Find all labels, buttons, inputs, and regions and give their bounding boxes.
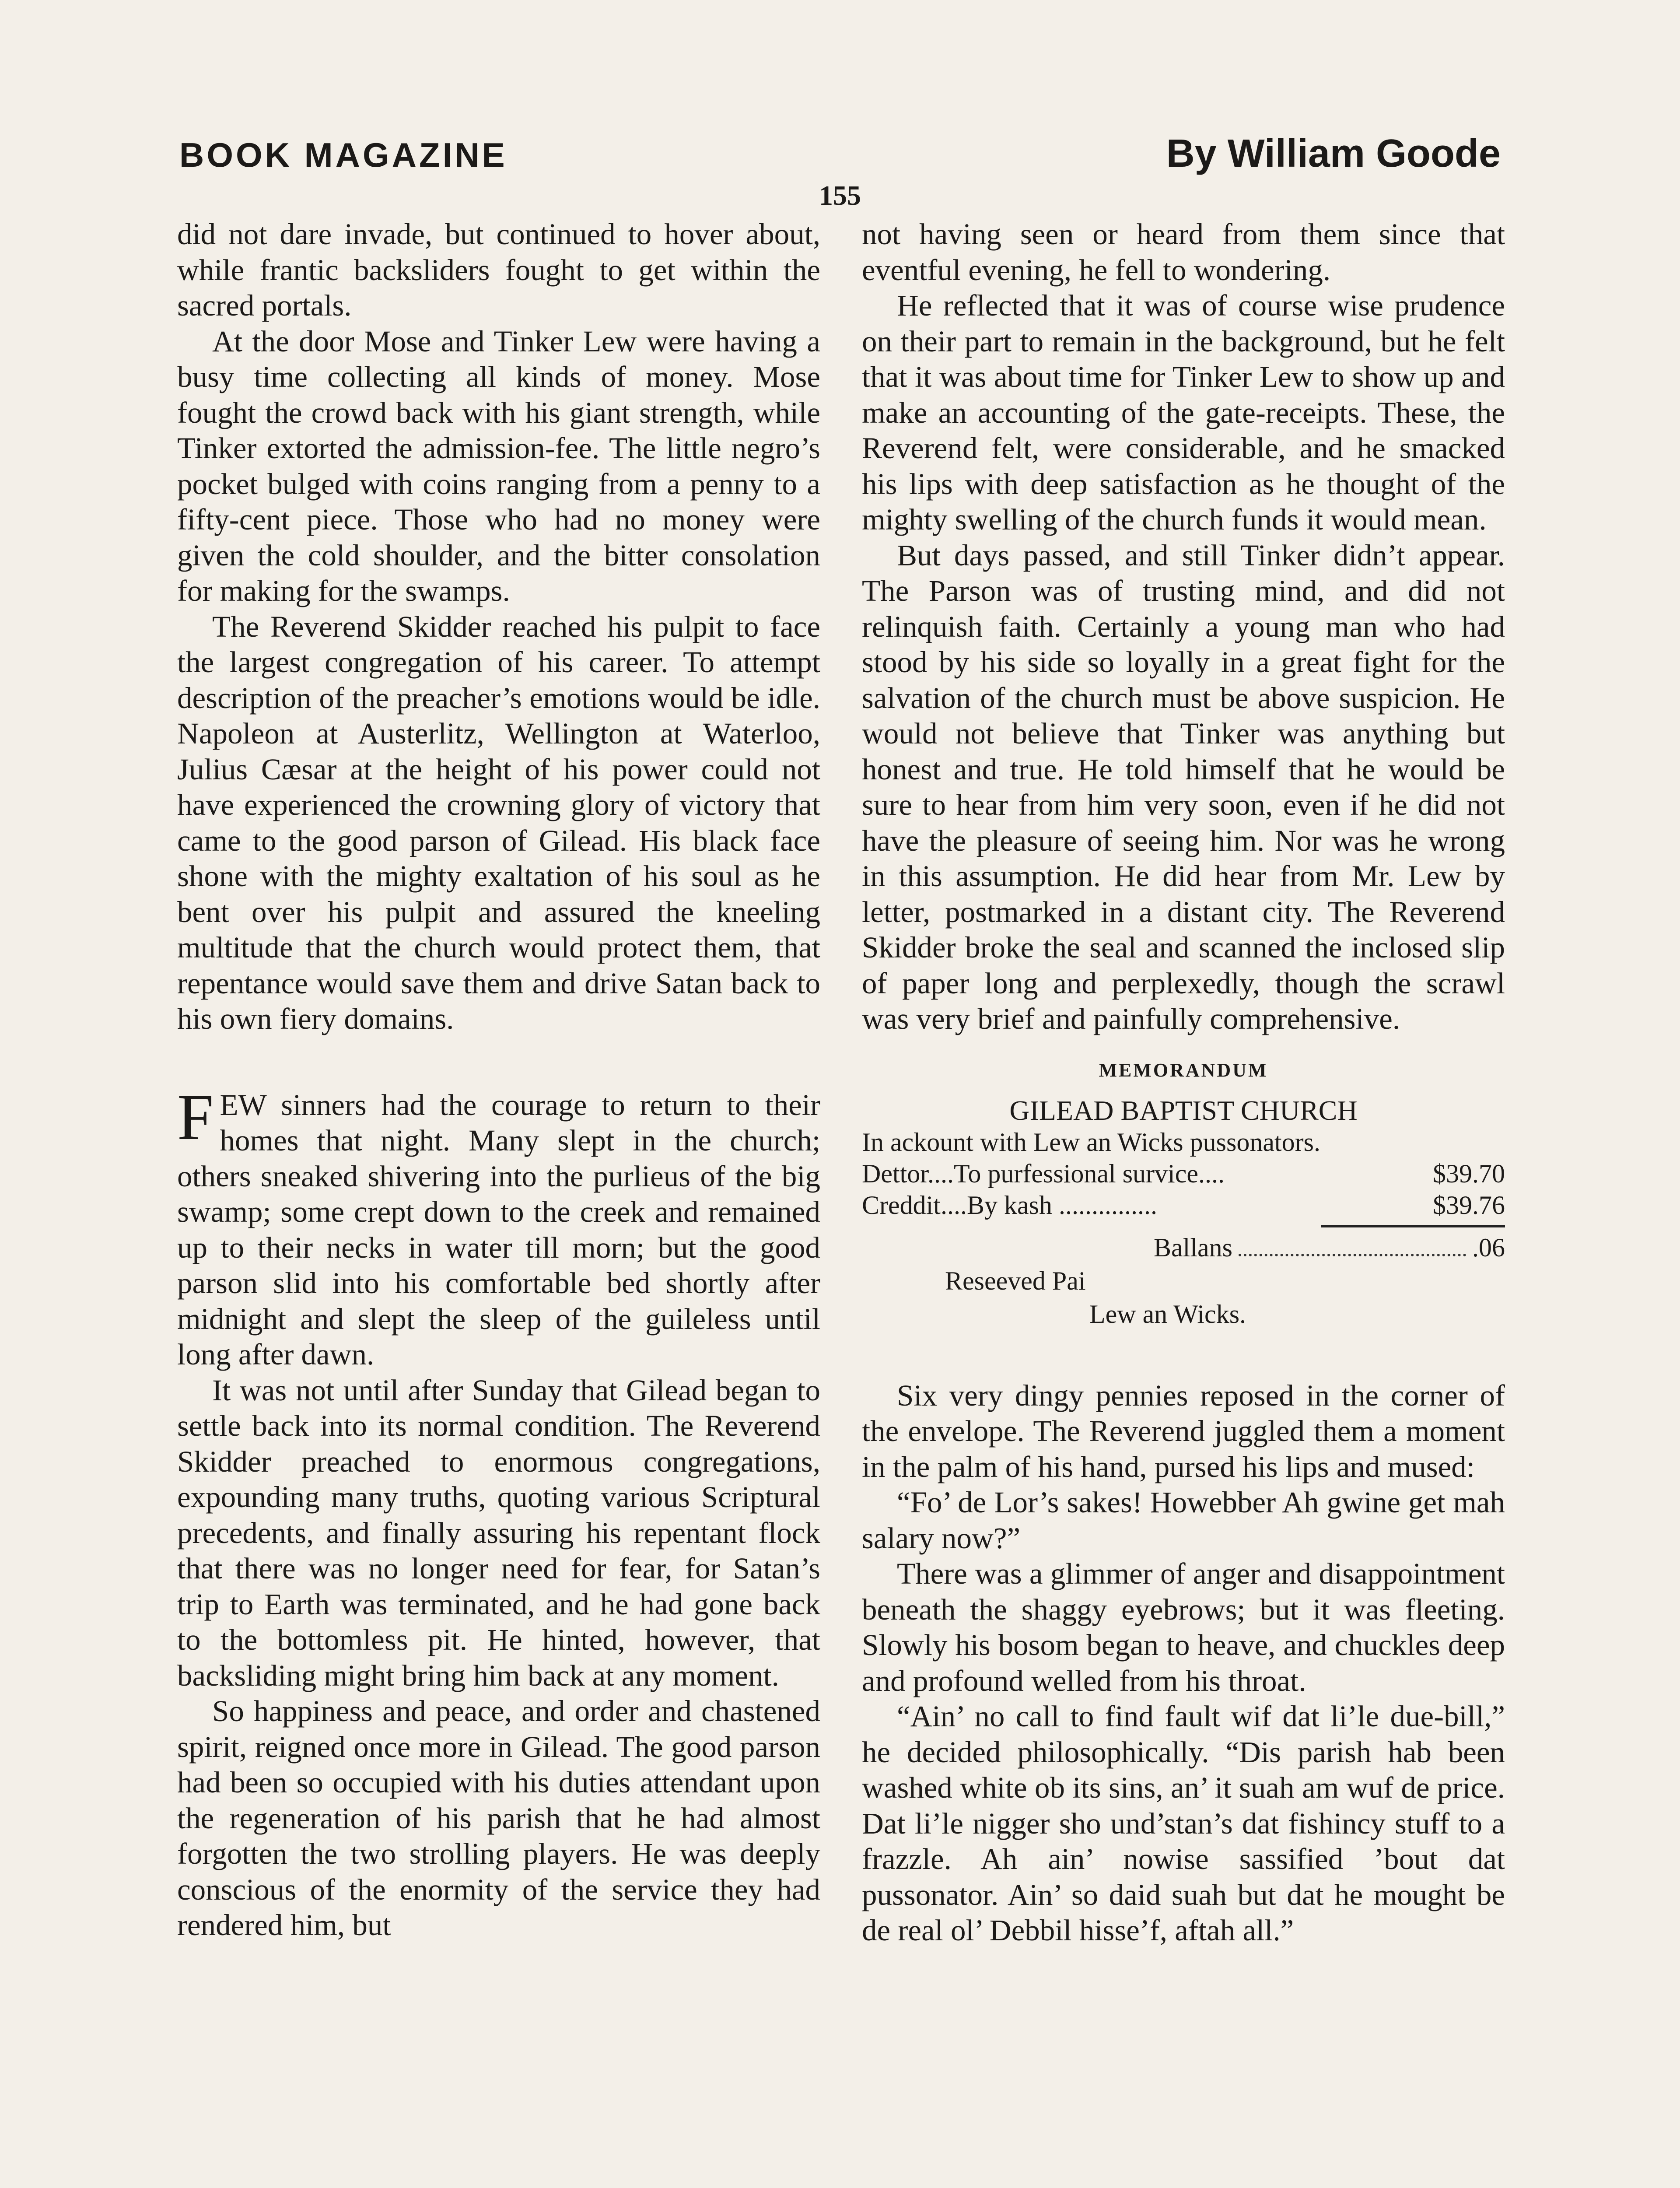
memo-creddit-amount: $39.76 xyxy=(1433,1190,1505,1220)
memo-ballans-line xyxy=(862,1232,1505,1263)
memo-dettor-amount: $39.70 xyxy=(1433,1159,1505,1188)
memo-received: Reseeved Pai xyxy=(945,1266,1086,1295)
memo-dettor-line xyxy=(862,1158,1505,1189)
memorandum xyxy=(862,1055,1505,1330)
memo-creddit-line xyxy=(862,1189,1505,1221)
memo-sum-rule xyxy=(1321,1225,1505,1227)
paragraph: Six very dingy pennies reposed in the corner of the envelope. The Reverend juggled them a moment in the palm of his hand, pursed his lips and mused: xyxy=(862,1378,1505,1483)
paragraph: “Ain’ no call to find fault wif dat li’le due-bill,” he decided philosophically. “Dis parish hab been washed white ob its sins, an’ it suah am wuf de price. Dat li’le nigger sho und’stan’s dat fishincy stuff to a frazzle. Ah ain’ nowise sassified ’bout dat pussonator. Ain’ so daid suah but dat he mought be de real ol’ Debbil hisse’f, aftah all.” xyxy=(862,1700,1505,1947)
memo-title: MEMORANDUM xyxy=(1099,1059,1268,1081)
memo-creddit-label: Creddit....By kash ............... xyxy=(862,1190,1157,1220)
left-column xyxy=(177,217,820,1943)
memo-account-line xyxy=(862,1126,1505,1158)
paragraph-text: EW sinners had the courage to return to their homes that night. Many slept in the church; others sneaked shivering into the purlieus of the big swamp; some crept down to the creek and remained up to their necks in water till morn; but the good parson slid into his comfortable bed shortly after midnight and slept the sleep of the guileless until long after dawn. xyxy=(177,1088,820,1371)
paragraph-dropcap xyxy=(177,1080,820,1373)
drop-cap-letter: F xyxy=(177,1080,214,1154)
memo-ballans-label: Ballans xyxy=(1154,1233,1232,1262)
paragraph: But days passed, and still Tinker didn’t appear. The Parson was of trusting mind, and did not relinquish faith. Certainly a young man who had stood by his side so loyally in a great fight for the salvation of the church must be above suspicion. He would not believe that Tinker was anything but honest and true. He told himself that he would be sure to hear from him very soon, even if he did not have the pleasure of seeing him. Nor was he wrong in this assumption. He did hear from Mr. Lew by letter, postmarked in a distant city. The Reverend Skidder broke the seal and scanned the inclosed slip of paper long and perplexedly, though the scrawl was very brief and painfully comprehensive. xyxy=(862,538,1505,1035)
memo-dettor-label: Dettor....To purfessional survice.... xyxy=(862,1159,1225,1188)
paragraph: “Fo’ de Lor’s sakes! Howebber Ah gwine get mah salary now?” xyxy=(862,1486,1505,1555)
memo-dot-leader xyxy=(1239,1232,1466,1256)
paragraph: did not dare invade, but continued to hover about, while frantic backsliders fought to get within the sacred portals. xyxy=(177,217,820,322)
memo-signature: Lew an Wicks. xyxy=(1089,1299,1246,1329)
author-byline: By William Goode xyxy=(1166,132,1501,175)
page-number: 155 xyxy=(819,180,861,211)
paragraph: The Reverend Skidder reached his pulpit to face the largest congregation of his career. To attempt description of the preacher’s emotions would be idle. Napoleon at Austerlitz, Wellington at Waterloo, Julius Cæsar at the height of his power could not have experienced the crowning glory of victory that came to the good parson of Gilead. His black face shone with the mighty exaltation of his soul as he bent over his pulpit and assured the kneeling multitude that the church would protect them, that repentance would save them and drive Satan back to his own fiery domains. xyxy=(177,610,820,1035)
memo-account: In ackount with Lew an Wicks pussonators. xyxy=(862,1127,1320,1157)
paragraph: It was not until after Sunday that Gilead began to settle back into its normal condition. The Reverend Skidder preached to enormous congregations, expounding many truths, quoting various Scriptural precedents, and finally assuring his repentant flock that there was no longer need for fear, for Satan’s trip to Earth was terminated, and he had gone back to the bottomless pit. He hinted, however, that backsliding might bring him back at any moment. xyxy=(177,1373,820,1692)
paragraph: There was a glimmer of anger and disappointment beneath the shaggy eyebrows; but it was fleeting. Slowly his bosom began to heave, and chuckles deep and profound welled from his throat. xyxy=(862,1557,1505,1697)
magazine-title: BOOK MAGAZINE xyxy=(179,136,508,174)
paragraph: So happiness and peace, and order and chastened spirit, reigned once more in Gilead. The good parson had been so occupied with his duties attendant upon the regeneration of his parish that he had almost forgotten the two strolling players. He was deeply conscious of the enormity of the service they had rendered him, but xyxy=(177,1694,820,1942)
running-header xyxy=(179,131,1501,179)
memo-ballans-amount: .06 xyxy=(1472,1233,1505,1262)
memo-church: GILEAD BAPTIST CHURCH xyxy=(1009,1094,1358,1126)
paragraph: He reflected that it was of course wise prudence on their part to remain in the background, but he felt that it was about time for Tinker Lew to show up and make an accounting of the gate-receipts. These, the Reverend felt, were considerable, and he smacked his lips with deep satisfaction as he thought of the mighty swelling of the church funds it would mean. xyxy=(862,289,1505,536)
paragraph: At the door Mose and Tinker Lew were having a busy time collecting all kinds of money. Mose fought the crowd back with his giant strength, while Tinker extorted the admission-fee. The little negro’s pocket bulged with coins ranging from a penny to a fifty-cent piece. Those who had no money were given the cold shoulder, and the bitter consolation for making for the swamps. xyxy=(177,324,820,607)
right-column xyxy=(862,217,1505,1949)
paragraph: not having seen or heard from them since that eventful evening, he fell to wondering. xyxy=(862,217,1505,287)
